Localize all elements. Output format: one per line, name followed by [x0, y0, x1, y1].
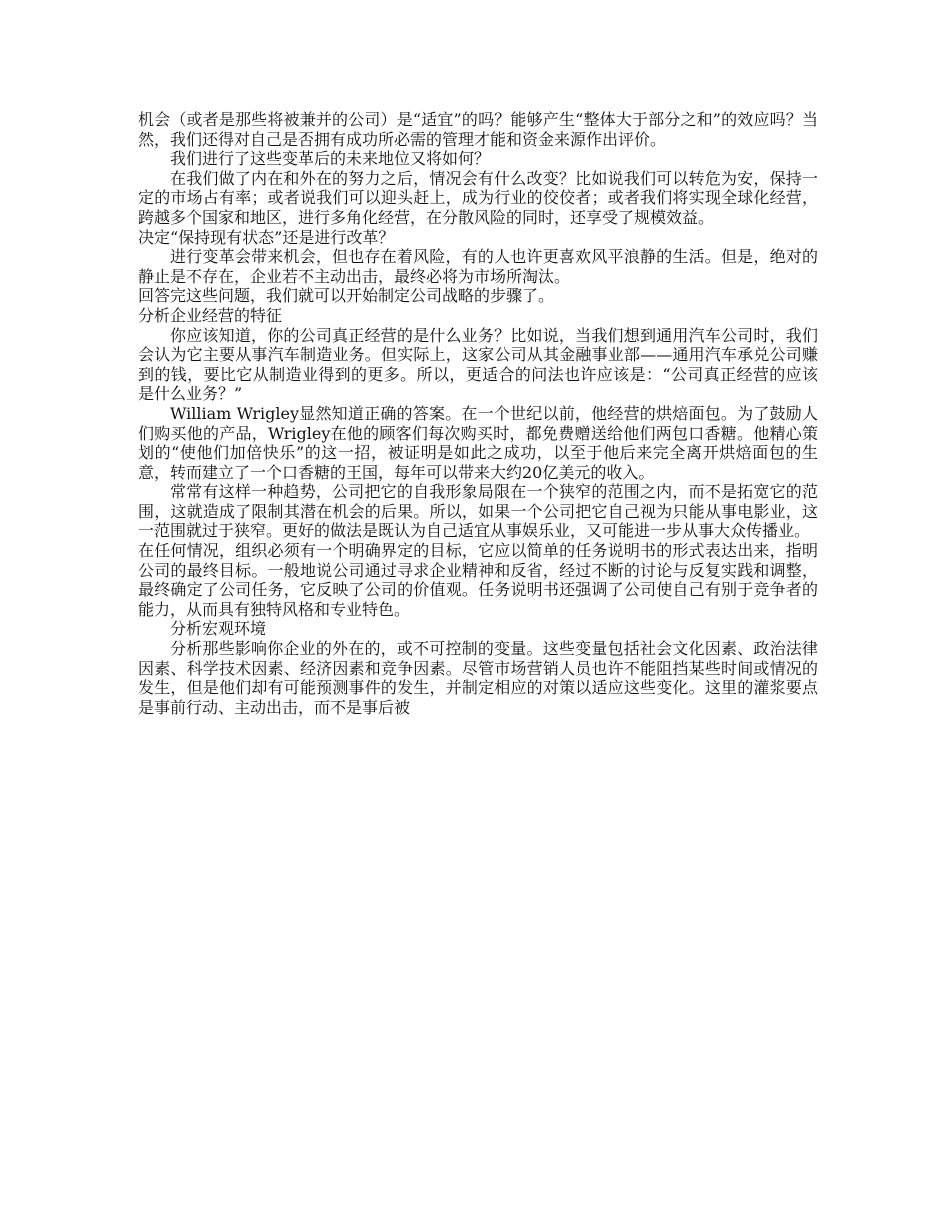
paragraph: 常常有这样一种趋势，公司把它的自我形象局限在一个狭窄的范围之内，而不是拓宽它的范围，这就造成了限制其潜在机会的后果。所以，如果一个公司把它自己视为只能从事电影业，这一范围就过于狭窄。更好的做法是既认为自己适宜从事娱乐业，又可能进一步从事大众传播业。	[138, 482, 818, 541]
section-heading: 分析企业经营的特征	[138, 305, 283, 325]
paragraph: 分析那些影响你企业的外在的，或不可控制的变量。这些变量包括社会文化因素、政治法律因素、科学技术因素、经济因素和竞争因素。尽管市场营销人员也许不能阻挡某些时间或情况的发生，但是他们却有可能预测事件的发生，并制定相应的对策以适应这些变化。这里的灌浆要点是事前行动、主动出击，而不是事后被	[138, 639, 818, 717]
document-body	[138, 110, 818, 717]
paragraph: 机会（或者是那些将被兼并的公司）是“适宜”的吗？能够产生“整体大于部分之和”的效应吗？当然，我们还得对自己是否拥有成功所必需的管理才能和资金来源作出评价。	[138, 110, 818, 149]
paragraph: 你应该知道，你的公司真正经营的是什么业务？比如说，当我们想到通用汽车公司时，我们会认为它主要从事汽车制造业务。但实际上，这家公司从其金融事业部——通用汽车承兑公司赚到的钱，要比它从制造业得到的更多。所以，更适合的问法也许应该是：“公司真正经营的应该是什么业务？”	[138, 325, 818, 404]
paragraph: 在任何情况，组织必须有一个明确界定的目标，它应以简单的任务说明书的形式表达出来，指明公司的最终目标。一般地说公司通过寻求企业精神和反省，经过不断的讨论与反复实践和调整，最终确定了公司任务，它反映了公司的价值观。任务说明书还强调了公司使自己有别于竞争者的能力，从而具有独特风格和专业特色。	[138, 541, 818, 619]
section-heading: 分析宏观环境	[170, 619, 267, 639]
paragraph: 回答完这些问题，我们就可以开始制定公司战略的步骤了。	[138, 286, 555, 306]
section-heading: 决定“保持现有状态”还是进行改革？	[138, 227, 395, 247]
paragraph: 进行变革会带来机会，但也存在着风险，有的人也许更喜欢风平浪静的生活。但是，绝对的静止是不存在，企业若不主动出击，最终必将为市场所淘汰。	[138, 247, 818, 286]
paragraph: William Wrigley显然知道正确的答案。在一个世纪以前，他经营的烘焙面包。为了鼓励人们购买他的产品，Wrigley在他的顾客们每次购买时，都免费赠送给他们两包口香糖。他精心策划的“使他们加倍快乐”的这一招，被证明是如此之成功，以至于他后来完全离开烘焙面包的生意，转而建立了一个口香糖的王国，每年可以带来大约20亿美元的收入。	[138, 403, 818, 482]
paragraph: 我们进行了这些变革后的未来地位又将如何？	[170, 149, 491, 169]
paragraph: 在我们做了内在和外在的努力之后，情况会有什么改变？比如说我们可以转危为安，保持一定的市场占有率；或者说我们可以迎头赶上，成为行业的佼佼者；或者我们将实现全球化经营，跨越多个国家和地区，进行多角化经营，在分散风险的同时，还享受了规模效益。	[138, 168, 818, 227]
